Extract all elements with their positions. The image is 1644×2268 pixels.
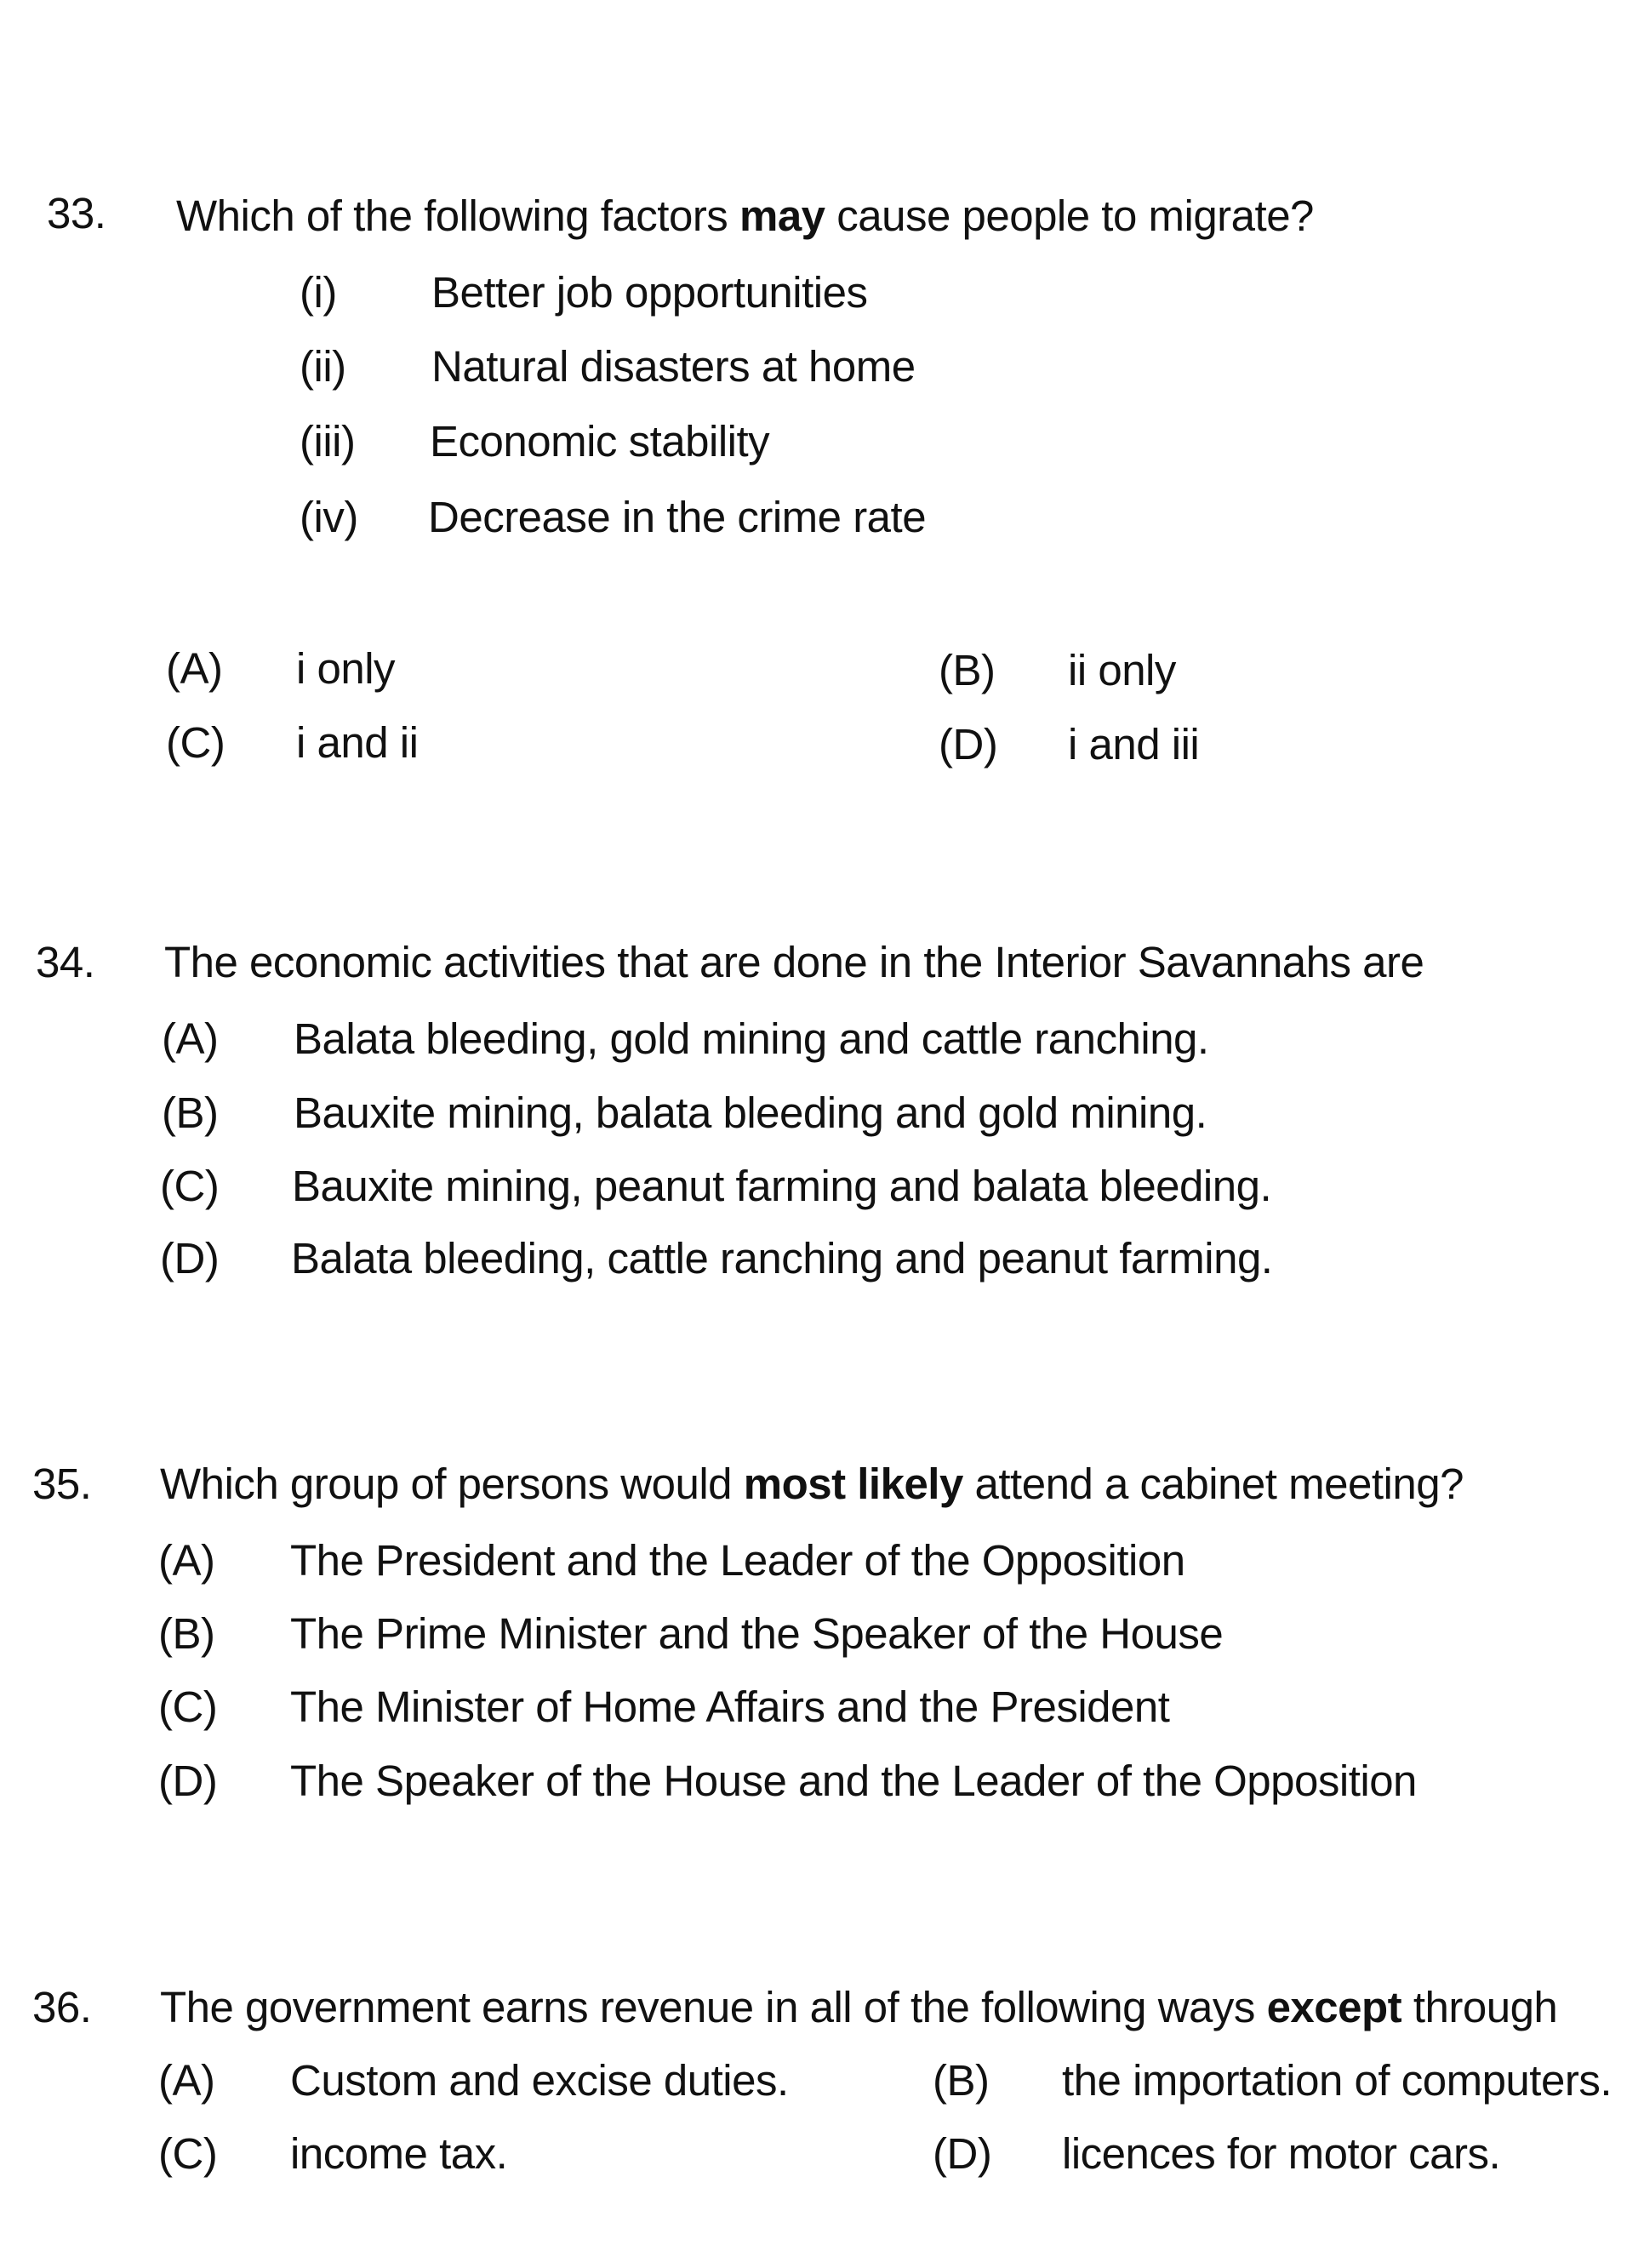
option-text: the importation of computers.: [1062, 2056, 1612, 2105]
emphasis: most likely: [743, 1460, 963, 1508]
option-label: (D): [933, 2129, 992, 2178]
question-stem: Which group of persons would most likely attend a cabinet meeting?: [160, 1460, 1464, 1508]
option-label: (D): [939, 720, 998, 768]
option-label: (B): [933, 2056, 990, 2105]
option-text: ii only: [1068, 646, 1176, 694]
option-text: income tax.: [290, 2129, 508, 2178]
option-text: Bauxite mining, balata bleeding and gold mining.: [294, 1088, 1207, 1137]
statement-text: Economic stability: [430, 417, 770, 466]
question-stem: The economic activities that are done in the Interior Savannahs are: [164, 938, 1424, 986]
question-number: 36.: [32, 1983, 92, 2031]
option-text: i and iii: [1068, 720, 1200, 768]
option-label: (C): [158, 2129, 218, 2178]
question-number: 34.: [36, 938, 95, 986]
option-text: licences for motor cars.: [1062, 2129, 1501, 2178]
statement-text: Natural disasters at home: [431, 342, 916, 391]
statement-label: (iii): [300, 417, 356, 466]
question-number: 33.: [47, 189, 106, 237]
option-label: (B): [162, 1088, 219, 1137]
question-stem: The government earns revenue in all of the following ways except through: [160, 1983, 1558, 2031]
option-label: (A): [158, 2056, 215, 2105]
option-label: (D): [160, 1234, 220, 1283]
option-text: The President and the Leader of the Opposition: [290, 1536, 1185, 1585]
option-text: i and ii: [296, 718, 419, 767]
statement-text: Better job opportunities: [431, 268, 868, 317]
statement-text: Decrease in the crime rate: [428, 493, 927, 541]
statement-label: (i): [300, 268, 337, 317]
emphasis: may: [739, 191, 825, 240]
option-label: (A): [162, 1014, 219, 1063]
statement-label: (ii): [300, 342, 346, 391]
option-text: The Speaker of the House and the Leader of the Opposition: [290, 1757, 1417, 1805]
option-label: (C): [160, 1162, 220, 1210]
statement-label: (iv): [300, 493, 358, 541]
option-label: (A): [158, 1536, 215, 1585]
option-label: (A): [166, 644, 223, 693]
option-label: (C): [166, 718, 225, 767]
option-label: (B): [939, 646, 996, 694]
option-label: (C): [158, 1682, 218, 1731]
option-text: The Minister of Home Affairs and the President: [290, 1682, 1170, 1731]
option-text: The Prime Minister and the Speaker of the House: [290, 1609, 1224, 1658]
option-text: Custom and excise duties.: [290, 2056, 789, 2105]
option-label: (D): [158, 1757, 218, 1805]
emphasis: except: [1266, 1983, 1402, 2031]
question-stem: Which of the following factors may cause people to migrate?: [176, 191, 1314, 240]
option-text: Bauxite mining, peanut farming and balata bleeding.: [292, 1162, 1272, 1210]
option-text: i only: [296, 644, 396, 693]
question-number: 35.: [32, 1460, 92, 1508]
option-text: Balata bleeding, cattle ranching and peanut farming.: [291, 1234, 1273, 1283]
option-text: Balata bleeding, gold mining and cattle ranching.: [294, 1014, 1209, 1063]
option-label: (B): [158, 1609, 215, 1658]
